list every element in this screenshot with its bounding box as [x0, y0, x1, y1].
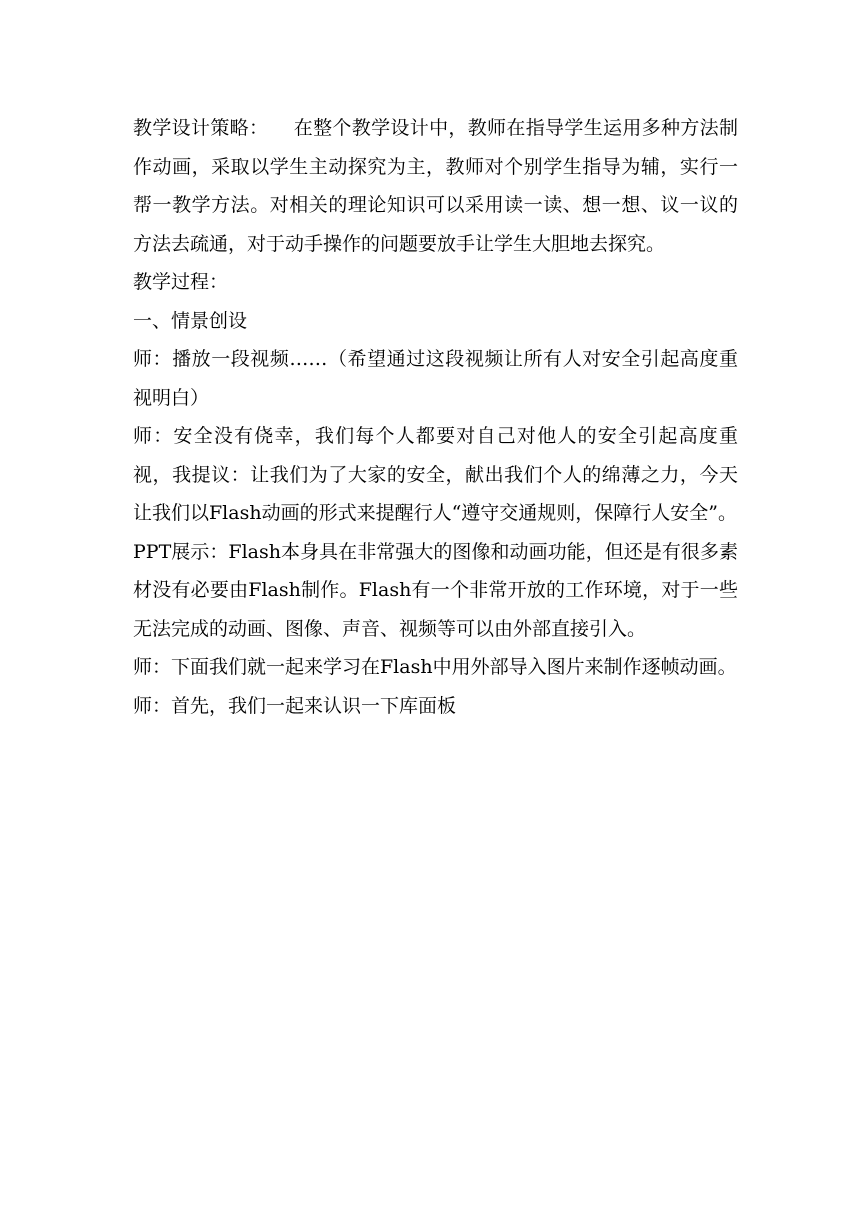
paragraph-section-one-heading: 一、情景创设: [133, 309, 248, 332]
paragraph-library-panel: 师：首先，我们一起来认识一下库面板: [133, 694, 457, 717]
paragraph-import-images: 师：下面我们就一起来学习在Flash中用外部导入图片来制作逐帧动画。: [133, 656, 737, 678]
paragraph-design-strategy: 教学设计策略： 在整个教学设计中，教师在指导学生运用多种方法制作动画，采取以学生主动探究为主，教师对个别学生指导为辅，实行一帮一教学方法。对相关的理论知识可以采用读一读、想一想、议一议的方法去疏通，对于动手操作的问题要放手让学生大胆地去探究。: [133, 117, 738, 255]
paragraph-play-video: 师：播放一段视频……（希望通过这段视频让所有人对安全引起高度重视明白）: [133, 348, 738, 409]
document-body: [133, 109, 738, 725]
paragraph-teaching-process-heading: 教学过程：: [133, 271, 229, 293]
paragraph-safety-proposal: 师：安全没有侥幸，我们每个人都要对自己对他人的安全引起高度重视，我提议：让我们为了大家的安全，献出我们个人的绵薄之力，今天让我们以Flash动画的形式来提醒行人“遵守交通规则，保障行人安全”。: [133, 425, 738, 524]
paragraph-ppt-display: PPT展示：Flash本身具在非常强大的图像和动画功能，但还是有很多素材没有必要由Flash制作。Flash有一个非常开放的工作环境，对于一些无法完成的动画、图像、声音、视频等可以由外部直接引入。: [133, 540, 738, 640]
